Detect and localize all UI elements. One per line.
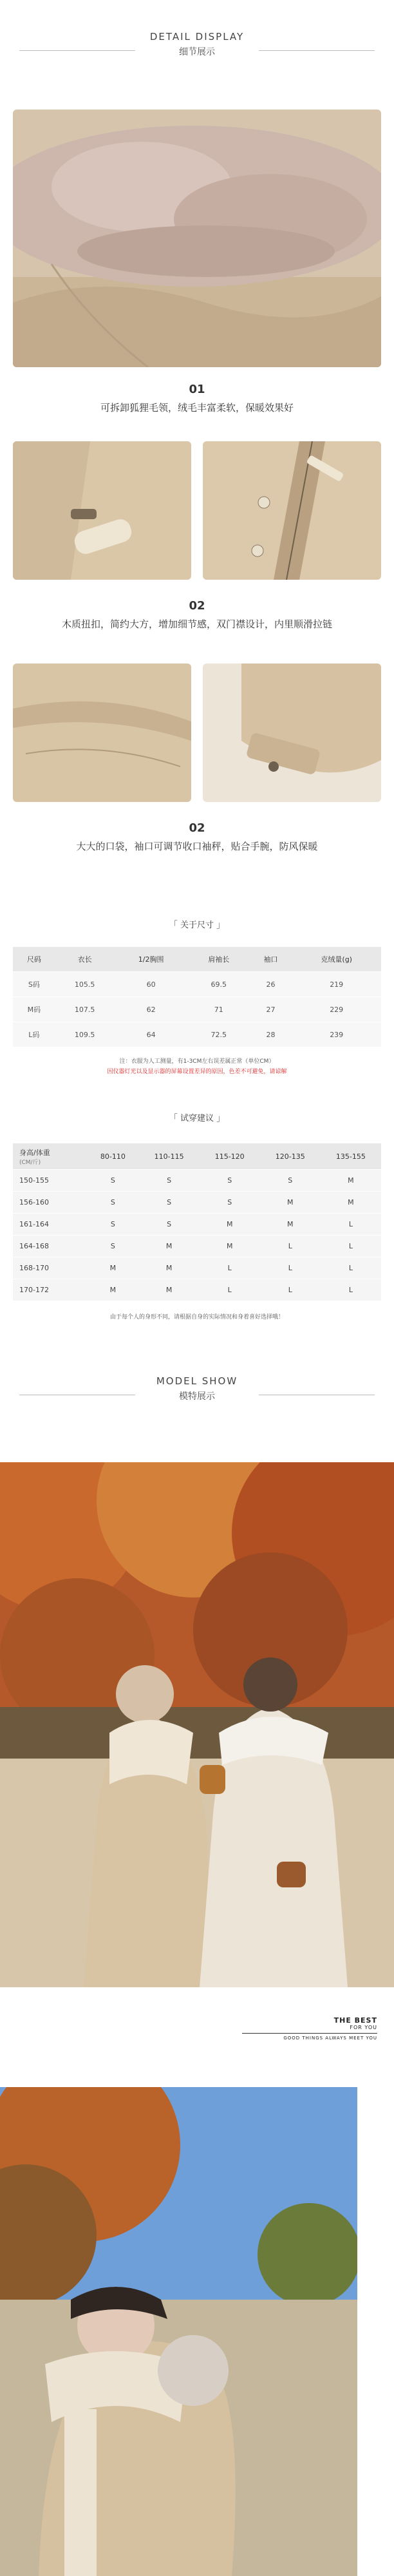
- fit-corner-header: [13, 1143, 87, 1170]
- table-cell: M: [200, 1236, 260, 1257]
- table-cell: L: [321, 1257, 381, 1279]
- table-cell: 62: [115, 997, 188, 1022]
- table-cell: L: [260, 1257, 321, 1279]
- table-row: [13, 1192, 381, 1214]
- table-cell: S: [87, 1170, 138, 1192]
- size-col-header: 克绒量(g): [292, 947, 381, 972]
- table-row: [13, 1257, 381, 1279]
- table-cell: L: [321, 1236, 381, 1257]
- tag-divider: [242, 2033, 377, 2034]
- table-cell: M: [139, 1279, 200, 1301]
- table-row: [13, 997, 381, 1022]
- detail-title-cn: 细节展示: [179, 47, 215, 57]
- table-cell: 27: [250, 997, 292, 1022]
- detail-number-1: 01: [189, 383, 205, 396]
- table-cell: S: [139, 1214, 200, 1236]
- table-cell: 64: [115, 1022, 188, 1047]
- table-cell: L: [321, 1214, 381, 1236]
- table-row: [13, 1236, 381, 1257]
- tag-line-2: FOR YOU: [350, 2025, 377, 2030]
- size-col-header: 袖口: [250, 947, 292, 972]
- brand-tag: [242, 2016, 377, 2041]
- header-divider-left: [19, 50, 135, 51]
- fit-note: 由于每个人的身形不同，请根据自身的实际情况和身着喜好选择哦！: [109, 1314, 284, 1321]
- table-cell: L: [200, 1257, 260, 1279]
- detail-number-3: 02: [189, 821, 205, 835]
- size-note-color: 因仪器灯光以及显示器的屏幕设置差异的原因，色差不可避免，请谅解: [107, 1069, 287, 1075]
- table-cell: S: [139, 1170, 200, 1192]
- detail-number-2: 02: [189, 599, 205, 613]
- fit-table: [13, 1143, 381, 1301]
- table-cell: S码: [13, 972, 55, 997]
- table-cell: 164-168: [13, 1236, 87, 1257]
- table-cell: S: [200, 1192, 260, 1214]
- size-note: [0, 1056, 394, 1077]
- size-table-header-row: [13, 947, 381, 972]
- detail-display-header: [0, 31, 394, 58]
- table-cell: L: [260, 1279, 321, 1301]
- table-row: [13, 1022, 381, 1047]
- table-cell: 219: [292, 972, 381, 997]
- model-photo-2: [0, 2087, 357, 2576]
- table-cell: M码: [13, 997, 55, 1022]
- table-cell: S: [87, 1192, 138, 1214]
- fit-col-header: 120-135: [260, 1143, 321, 1170]
- table-cell: M: [139, 1236, 200, 1257]
- fit-col-header: 135-155: [321, 1143, 381, 1170]
- table-cell: 69.5: [188, 972, 250, 997]
- table-cell: S: [200, 1170, 260, 1192]
- cuff-photo: [203, 663, 381, 802]
- table-row: [13, 1170, 381, 1192]
- size-table-title: 「 关于尺寸 」: [169, 921, 225, 930]
- table-cell: 60: [115, 972, 188, 997]
- table-cell: L: [200, 1279, 260, 1301]
- table-cell: 72.5: [188, 1022, 250, 1047]
- header-divider-right: [259, 50, 375, 51]
- table-cell: 229: [292, 997, 381, 1022]
- table-row: [13, 1214, 381, 1236]
- table-cell: 71: [188, 997, 250, 1022]
- size-table: [13, 947, 381, 1047]
- table-cell: M: [260, 1214, 321, 1236]
- table-cell: 168-170: [13, 1257, 87, 1279]
- table-cell: 105.5: [55, 972, 115, 997]
- fit-table-header-row: [13, 1143, 381, 1170]
- table-cell: 156-160: [13, 1192, 87, 1214]
- table-cell: M: [87, 1257, 138, 1279]
- table-cell: 28: [250, 1022, 292, 1047]
- table-cell: M: [321, 1170, 381, 1192]
- fit-table-title: 「 试穿建议 」: [169, 1114, 225, 1123]
- fit-col-header: 115-120: [200, 1143, 260, 1170]
- table-cell: 107.5: [55, 997, 115, 1022]
- table-cell: L: [260, 1236, 321, 1257]
- fit-col-header: 80-110: [87, 1143, 138, 1170]
- size-col-header: 衣长: [55, 947, 115, 972]
- table-cell: M: [321, 1192, 381, 1214]
- fit-col-header: 110-115: [139, 1143, 200, 1170]
- table-cell: S: [260, 1170, 321, 1192]
- fit-corner-sub: (CM/斤): [19, 1159, 41, 1166]
- table-cell: S: [87, 1236, 138, 1257]
- table-cell: L: [321, 1279, 381, 1301]
- fit-corner-label: 身高/体重: [19, 1148, 50, 1157]
- table-cell: 239: [292, 1022, 381, 1047]
- table-cell: 161-164: [13, 1214, 87, 1236]
- model-show-header: [0, 1375, 394, 1402]
- table-cell: 170-172: [13, 1279, 87, 1301]
- size-note-measure: 注：衣服为人工测量，有1-3CM左右误差属正常（单位CM）: [119, 1058, 275, 1065]
- table-cell: M: [260, 1192, 321, 1214]
- table-cell: M: [139, 1257, 200, 1279]
- pocket-photo: [13, 663, 191, 802]
- table-cell: S: [139, 1192, 200, 1214]
- tag-line-3: GOOD THINGS ALWAYS MEET YOU: [283, 2036, 377, 2041]
- tag-line-1: THE BEST: [333, 2016, 377, 2025]
- table-row: [13, 972, 381, 997]
- model-title-cn: 模特展示: [179, 1391, 215, 1402]
- table-cell: M: [200, 1214, 260, 1236]
- size-col-header: 尺码: [13, 947, 55, 972]
- table-cell: M: [87, 1279, 138, 1301]
- detail-caption-1: 可拆卸狐狸毛领，绒毛丰富柔软，保暖效果好: [100, 402, 294, 414]
- table-cell: 26: [250, 972, 292, 997]
- zipper-placket-photo: [203, 441, 381, 580]
- model-title-en: MODEL SHOW: [156, 1375, 238, 1387]
- fur-collar-photo: [13, 110, 381, 367]
- model-photo-1: [0, 1462, 394, 1987]
- detail-caption-3: 大大的口袋，袖口可调节收口袖秤，贴合手腕，防风保暖: [76, 841, 318, 852]
- table-cell: 150-155: [13, 1170, 87, 1192]
- detail-caption-2: 木质扭扣，简约大方，增加细节感，双门襟设计，内里顺滑拉链: [61, 618, 332, 630]
- size-col-header: 肩袖长: [188, 947, 250, 972]
- table-cell: S: [87, 1214, 138, 1236]
- table-row: [13, 1279, 381, 1301]
- toggle-button-photo: [13, 441, 191, 580]
- table-cell: L码: [13, 1022, 55, 1047]
- table-cell: 109.5: [55, 1022, 115, 1047]
- size-col-header: 1/2胸围: [115, 947, 188, 972]
- detail-title-en: DETAIL DISPLAY: [149, 31, 245, 43]
